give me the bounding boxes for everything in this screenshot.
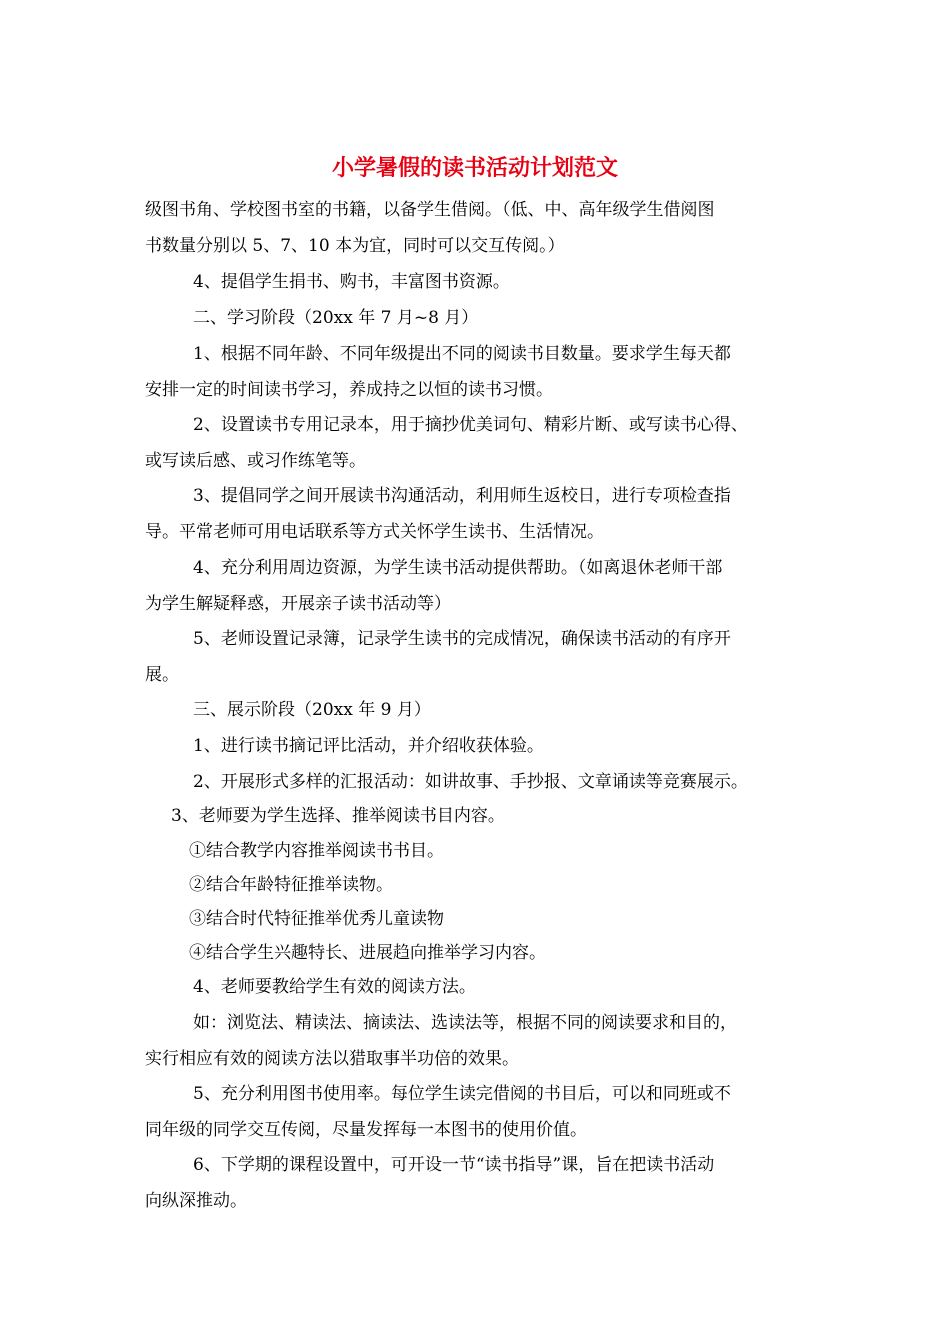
body-line: 5、老师设置记录簿，记录学生读书的完成情况，确保读书活动的有序开 [193,629,731,649]
body-line: 6、下学期的课程设置中，可开设一节“读书指导”课，旨在把读书活动 [193,1155,715,1175]
body-line: 1、进行读书摘记评比活动，并介绍收获体验。 [193,736,544,756]
body-line: 为学生解疑释惑，开展亲子读书活动等） [145,594,451,614]
body-line: ①结合教学内容推举阅读书书目。 [189,841,444,861]
body-line: 书数量分别以 5、7、10 本为宜，同时可以交互传阅。） [145,236,565,256]
body-line: 安排一定的时间读书学习，养成持之以恒的读书习惯。 [145,380,553,400]
body-line: 级图书角、学校图书室的书籍，以备学生借阅。（低、中、高年级学生借阅图 [145,200,715,220]
body-line: 4、老师要教给学生有效的阅读方法。 [193,977,476,997]
body-line: 向纵深推动。 [145,1191,247,1211]
body-line: 2、设置读书专用记录本，用于摘抄优美词句、精彩片断、或写读书心得、 [193,415,748,435]
body-line: ③结合时代特征推举优秀儿童读物 [189,909,444,929]
body-line: ②结合年龄特征推举读物。 [189,875,393,895]
body-line: 或写读后感、或习作练笔等。 [145,451,366,471]
body-line: 3、老师要为学生选择、推举阅读书目内容。 [171,806,505,826]
body-line: 4、提倡学生捐书、购书，丰富图书资源。 [193,272,510,292]
body-line: ④结合学生兴趣特长、进展趋向推举学习内容。 [189,943,546,963]
body-line: 展。 [145,665,179,685]
body-line: 1、根据不同年龄、不同年级提出不同的阅读书目数量。要求学生每天都 [193,344,731,364]
body-line: 同年级的同学交互传阅，尽量发挥每一本图书的使用价值。 [145,1120,587,1140]
body-line: 3、提倡同学之间开展读书沟通活动，利用师生返校日，进行专项检查指 [193,486,731,506]
body-line: 5、充分利用图书使用率。每位学生读完借阅的书目后，可以和同班或不 [193,1084,731,1104]
body-line: 实行相应有效的阅读方法以猎取事半功倍的效果。 [145,1049,519,1069]
body-line: 如：浏览法、精读法、摘读法、选读法等，根据不同的阅读要求和目的， [193,1013,737,1033]
body-line: 2、开展形式多样的汇报活动：如讲故事、手抄报、文章诵读等竞赛展示。 [193,772,748,792]
document-title: 小学暑假的读书活动计划范文 [331,155,618,181]
body-line: 三、展示阶段（20xx 年 9 月） [193,700,431,720]
body-line: 导。平常老师可用电话联系等方式关怀学生读书、生活情况。 [145,522,604,542]
body-line: 4、充分利用周边资源，为学生读书活动提供帮助。（如离退休老师干部 [193,558,723,578]
body-line: 二、学习阶段（20xx 年 7 月~8 月） [193,308,479,328]
